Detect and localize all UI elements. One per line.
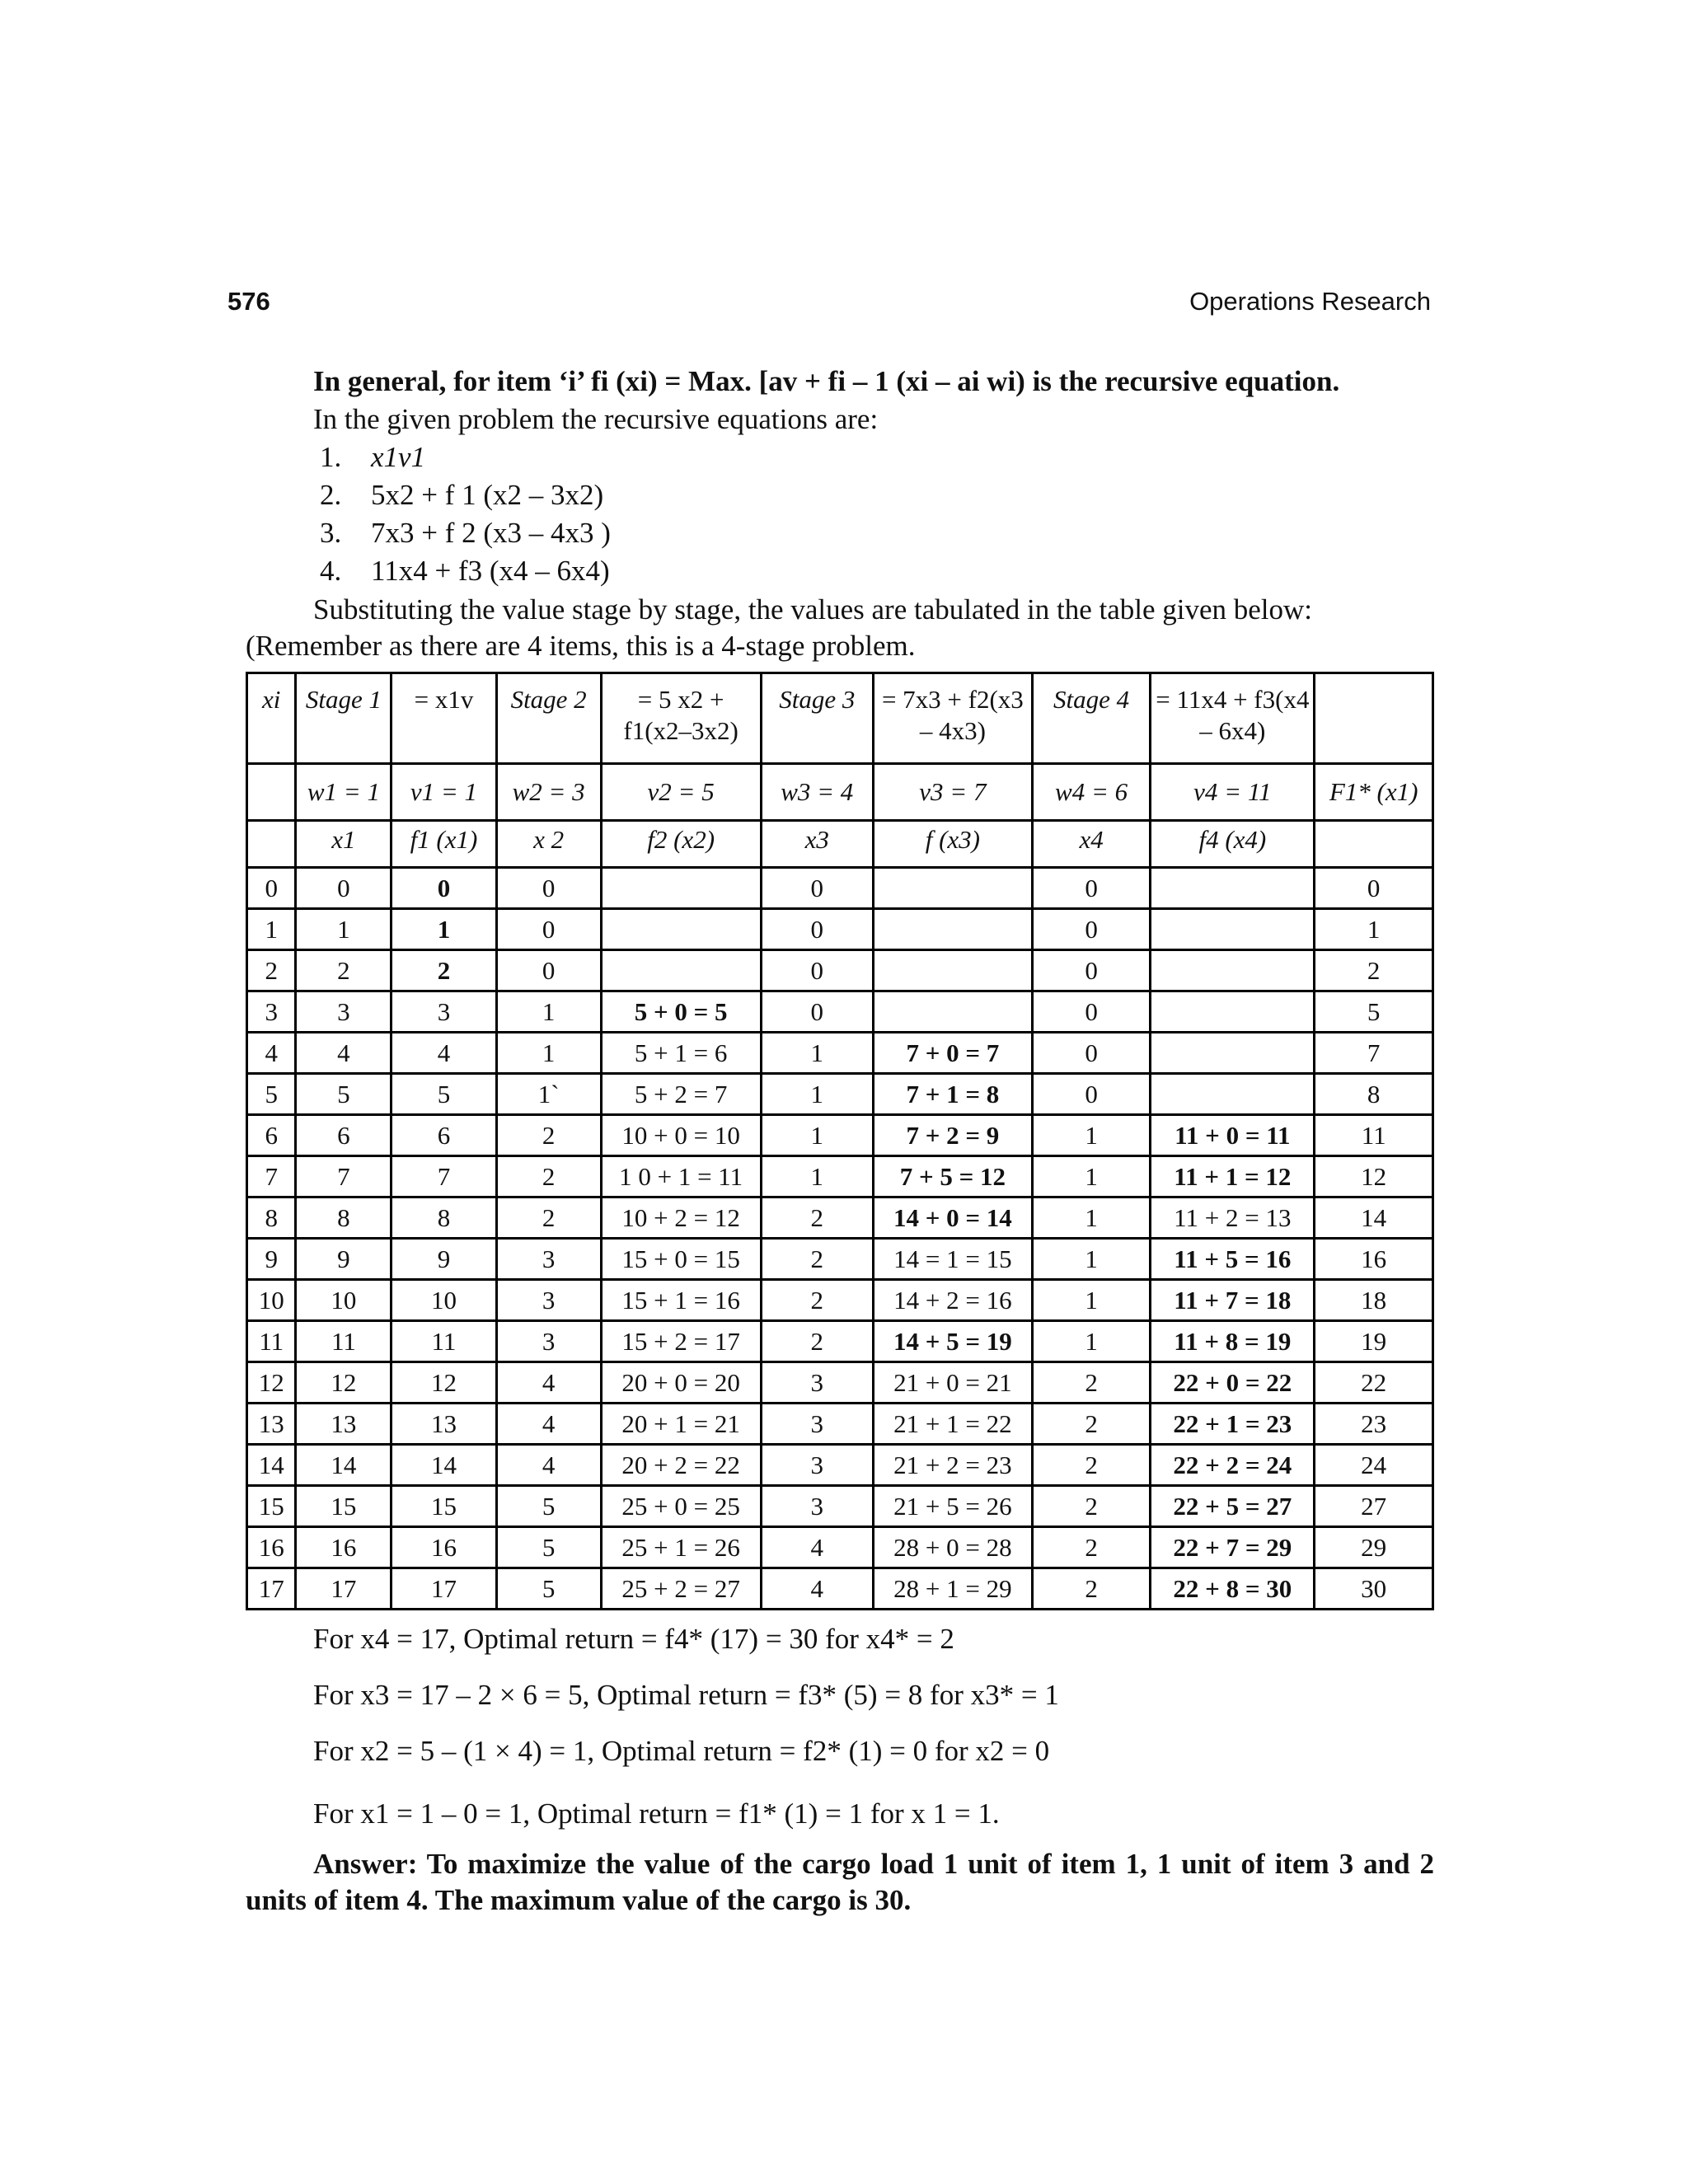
table-cell: 4 — [296, 1033, 392, 1074]
table-cell — [873, 950, 1032, 991]
table-cell: 17 — [247, 1568, 296, 1610]
table-cell — [1151, 950, 1315, 991]
header-cell: w1 = 1 — [296, 764, 392, 821]
table-cell: 2 — [496, 1115, 601, 1156]
table-cell: 0 — [496, 909, 601, 950]
table-row — [247, 1033, 1433, 1074]
table-cell: 5 — [296, 1074, 392, 1115]
table-row — [247, 1362, 1433, 1404]
table-cell: 1 — [296, 909, 392, 950]
table-cell: 0 — [392, 868, 496, 909]
page-number: 576 — [227, 287, 270, 316]
table-cell: 2 — [247, 950, 296, 991]
table-cell: 1 0 + 1 = 11 — [601, 1156, 761, 1197]
table-cell — [601, 909, 761, 950]
table-cell: 9 — [296, 1239, 392, 1280]
header-cell: v3 = 7 — [873, 764, 1032, 821]
table-cell: 15 + 2 = 17 — [601, 1321, 761, 1362]
table-cell: 24 — [1315, 1445, 1433, 1486]
header-cell: = 7x3 + f2(x3 – 4x3) — [873, 673, 1032, 764]
table-cell: 6 — [392, 1115, 496, 1156]
table-cell: 1 — [496, 1033, 601, 1074]
table-cell — [873, 868, 1032, 909]
table-row — [247, 1321, 1433, 1362]
dynamic-programming-table — [246, 672, 1434, 1610]
table-cell: 22 + 2 = 24 — [1151, 1445, 1315, 1486]
table-cell: 2 — [761, 1197, 873, 1239]
running-head: Operations Research — [1189, 287, 1431, 316]
table-cell: 14 + 5 = 19 — [873, 1321, 1032, 1362]
header-cell: w2 = 3 — [496, 764, 601, 821]
header-cell: x3 — [761, 821, 873, 868]
header-cell — [247, 764, 296, 821]
table-cell: 4 — [392, 1033, 496, 1074]
table-cell: 1 — [1032, 1239, 1151, 1280]
table-cell: 5 + 0 = 5 — [601, 991, 761, 1033]
header-cell: f (x3) — [873, 821, 1032, 868]
table-cell: 3 — [496, 1280, 601, 1321]
table-row — [247, 1197, 1433, 1239]
table-cell: 5 — [247, 1074, 296, 1115]
table-cell: 9 — [247, 1239, 296, 1280]
list-item: 3. 7x3 + f 2 (x3 – 4x3 ) — [320, 517, 611, 549]
table-cell: 25 + 1 = 26 — [601, 1527, 761, 1568]
table-cell: 14 + 0 = 14 — [873, 1197, 1032, 1239]
table-cell: 11 + 8 = 19 — [1151, 1321, 1315, 1362]
table-cell: 1 — [1032, 1280, 1151, 1321]
table-cell: 1 — [1032, 1197, 1151, 1239]
general-recursive-equation: In general, for item ‘i’ fi (xi) = Max. [av + fi – 1 (xi – ai wi) is the recursive equation. — [313, 365, 1340, 397]
table-cell: 11 + 0 = 11 — [1151, 1115, 1315, 1156]
given-problem-text: In the given problem the recursive equations are: — [313, 403, 879, 435]
header-cell: w4 = 6 — [1032, 764, 1151, 821]
table-cell: 1 — [1032, 1156, 1151, 1197]
table-cell: 4 — [761, 1527, 873, 1568]
table-cell: 13 — [392, 1404, 496, 1445]
table-cell: 22 + 5 = 27 — [1151, 1486, 1315, 1527]
table-cell: 2 — [296, 950, 392, 991]
header-cell — [1315, 821, 1433, 868]
table-cell: 0 — [496, 868, 601, 909]
table-cell: 0 — [761, 991, 873, 1033]
table-cell: 20 + 1 = 21 — [601, 1404, 761, 1445]
table-cell: 14 — [296, 1445, 392, 1486]
table-cell — [1151, 1074, 1315, 1115]
table-cell: 12 — [247, 1362, 296, 1404]
table-cell: 5 — [496, 1568, 601, 1610]
table-cell: 3 — [761, 1486, 873, 1527]
header-cell: f2 (x2) — [601, 821, 761, 868]
table-cell: 1` — [496, 1074, 601, 1115]
table-cell: 3 — [496, 1321, 601, 1362]
table-cell: 13 — [296, 1404, 392, 1445]
header-cell: Stage 2 — [496, 673, 601, 764]
table-row — [247, 950, 1433, 991]
table-cell: 3 — [296, 991, 392, 1033]
table-cell: 14 — [247, 1445, 296, 1486]
table-cell — [1151, 868, 1315, 909]
table-cell: 4 — [496, 1445, 601, 1486]
list-item: 4. 11x4 + f3 (x4 – 6x4) — [320, 555, 610, 587]
table-cell: 0 — [247, 868, 296, 909]
header-cell: = x1v — [392, 673, 496, 764]
table-cell: 21 + 2 = 23 — [873, 1445, 1032, 1486]
header-cell: x4 — [1032, 821, 1151, 868]
table-cell: 12 — [1315, 1156, 1433, 1197]
table-row — [247, 1568, 1433, 1610]
header-cell: = 11x4 + f3(x4 – 6x4) — [1151, 673, 1315, 764]
table-cell: 30 — [1315, 1568, 1433, 1610]
table-cell: 25 + 2 = 27 — [601, 1568, 761, 1610]
table-cell: 19 — [1315, 1321, 1433, 1362]
table-cell — [873, 909, 1032, 950]
table-row — [247, 1445, 1433, 1486]
table-cell: 8 — [1315, 1074, 1433, 1115]
table-cell: 11 — [1315, 1115, 1433, 1156]
table-cell: 21 + 5 = 26 — [873, 1486, 1032, 1527]
table-cell: 3 — [496, 1239, 601, 1280]
table-cell: 7 + 2 = 9 — [873, 1115, 1032, 1156]
table-cell: 22 + 0 = 22 — [1151, 1362, 1315, 1404]
table-cell: 11 + 2 = 13 — [1151, 1197, 1315, 1239]
table-cell: 22 + 8 = 30 — [1151, 1568, 1315, 1610]
result-line: For x2 = 5 – (1 × 4) = 1, Optimal return = f2* (1) = 0 for x2 = 0 — [313, 1735, 1050, 1767]
table-cell: 16 — [247, 1527, 296, 1568]
table-cell: 5 — [1315, 991, 1433, 1033]
table-cell: 12 — [296, 1362, 392, 1404]
substituting-paragraph: Substituting the value stage by stage, the values are tabulated in the table given below: (Remember as there are 4 items, this is a 4-stage problem. — [246, 593, 1313, 662]
table-cell: 3 — [761, 1362, 873, 1404]
table-cell: 0 — [761, 868, 873, 909]
table-row — [247, 1115, 1433, 1156]
page-header — [227, 287, 1431, 323]
table-cell: 11 — [296, 1321, 392, 1362]
table-cell: 23 — [1315, 1404, 1433, 1445]
table-cell: 7 — [1315, 1033, 1433, 1074]
table-cell: 15 + 1 = 16 — [601, 1280, 761, 1321]
header-cell: w3 = 4 — [761, 764, 873, 821]
table-cell — [1151, 1033, 1315, 1074]
header-cell — [1315, 673, 1433, 764]
result-line: For x3 = 17 – 2 × 6 = 5, Optimal return = f3* (5) = 8 for x3* = 1 — [313, 1679, 1059, 1711]
table-row — [247, 1074, 1433, 1115]
table-cell: 11 + 5 = 16 — [1151, 1239, 1315, 1280]
table-cell: 14 — [1315, 1197, 1433, 1239]
table-row — [247, 909, 1433, 950]
table-cell: 2 — [1315, 950, 1433, 991]
table-cell: 22 — [1315, 1362, 1433, 1404]
header-cell: Stage 1 — [296, 673, 392, 764]
table-cell: 11 + 7 = 18 — [1151, 1280, 1315, 1321]
table-cell: 11 — [247, 1321, 296, 1362]
table-cell: 28 + 1 = 29 — [873, 1568, 1032, 1610]
list-item: 1. x1v1 — [320, 441, 426, 473]
table-cell: 6 — [296, 1115, 392, 1156]
table-cell: 16 — [296, 1527, 392, 1568]
table-cell: 29 — [1315, 1527, 1433, 1568]
table-cell — [1151, 909, 1315, 950]
table-cell: 25 + 0 = 25 — [601, 1486, 761, 1527]
table-cell: 2 — [1032, 1568, 1151, 1610]
table-cell: 2 — [1032, 1486, 1151, 1527]
table-cell: 15 — [392, 1486, 496, 1527]
table-cell: 2 — [496, 1197, 601, 1239]
table-cell: 8 — [392, 1197, 496, 1239]
table-cell: 21 + 1 = 22 — [873, 1404, 1032, 1445]
table-cell: 14 + 2 = 16 — [873, 1280, 1032, 1321]
table-cell — [1151, 991, 1315, 1033]
table-cell: 10 — [392, 1280, 496, 1321]
table-cell: 14 = 1 = 15 — [873, 1239, 1032, 1280]
table-cell: 22 + 7 = 29 — [1151, 1527, 1315, 1568]
result-line: For x1 = 1 – 0 = 1, Optimal return = f1* (1) = 1 for x 1 = 1. — [313, 1797, 1000, 1830]
table-cell: 1 — [761, 1033, 873, 1074]
table-cell: 2 — [1032, 1362, 1151, 1404]
header-cell: x1 — [296, 821, 392, 868]
table-cell: 8 — [247, 1197, 296, 1239]
table-cell: 10 + 0 = 10 — [601, 1115, 761, 1156]
table-cell: 3 — [761, 1404, 873, 1445]
table-cell: 27 — [1315, 1486, 1433, 1527]
table-cell: 2 — [761, 1280, 873, 1321]
table-cell: 1 — [761, 1074, 873, 1115]
table-cell: 0 — [1032, 1074, 1151, 1115]
table-cell: 1 — [761, 1156, 873, 1197]
table-cell: 0 — [1032, 868, 1151, 909]
table-cell: 4 — [496, 1404, 601, 1445]
table-cell: 13 — [247, 1404, 296, 1445]
table-cell: 11 — [392, 1321, 496, 1362]
table-cell: 0 — [296, 868, 392, 909]
table-cell: 1 — [1315, 909, 1433, 950]
header-cell: f1 (x1) — [392, 821, 496, 868]
table-cell: 20 + 0 = 20 — [601, 1362, 761, 1404]
header-cell — [247, 821, 296, 868]
header-cell: v1 = 1 — [392, 764, 496, 821]
table-cell: 0 — [496, 950, 601, 991]
table-cell: 1 — [496, 991, 601, 1033]
table-cell: 0 — [1032, 991, 1151, 1033]
table-cell: 7 — [247, 1156, 296, 1197]
optimal-results — [313, 1611, 1434, 1842]
header-cell: v2 = 5 — [601, 764, 761, 821]
table-cell — [601, 950, 761, 991]
table-header-row — [247, 673, 1433, 764]
table-row — [247, 868, 1433, 909]
table-cell: 5 — [392, 1074, 496, 1115]
table-cell: 2 — [761, 1239, 873, 1280]
table-cell: 15 — [296, 1486, 392, 1527]
table-row — [247, 991, 1433, 1033]
table-row — [247, 1527, 1433, 1568]
table-cell: 2 — [1032, 1527, 1151, 1568]
table-cell: 2 — [1032, 1445, 1151, 1486]
table-cell — [601, 868, 761, 909]
table-cell: 1 — [392, 909, 496, 950]
result-line: For x4 = 17, Optimal return = f4* (17) = 30 for x4* = 2 — [313, 1623, 954, 1655]
table-cell: 10 + 2 = 12 — [601, 1197, 761, 1239]
list-item: 2. 5x2 + f 1 (x2 – 3x2) — [320, 479, 604, 511]
table-body — [247, 673, 1433, 1610]
table-row — [247, 1239, 1433, 1280]
header-cell: Stage 4 — [1032, 673, 1151, 764]
table-cell: 5 — [496, 1527, 601, 1568]
table-cell: 7 + 5 = 12 — [873, 1156, 1032, 1197]
header-cell: x 2 — [496, 821, 601, 868]
table-cell: 4 — [247, 1033, 296, 1074]
table-header-row — [247, 821, 1433, 868]
answer-paragraph: Answer: To maximize the value of the cargo load 1 unit of item 1, 1 unit of item 3 and 2 units of item 4. The maximum value of the cargo is 30. — [246, 1848, 1434, 1916]
table-cell: 0 — [1032, 950, 1151, 991]
table-cell: 2 — [761, 1321, 873, 1362]
header-cell: xi — [247, 673, 296, 764]
table-cell: 7 + 1 = 8 — [873, 1074, 1032, 1115]
header-cell: = 5 x2 + f1(x2–3x2) — [601, 673, 761, 764]
table-cell: 4 — [496, 1362, 601, 1404]
table-cell: 3 — [761, 1445, 873, 1486]
table-cell: 0 — [1032, 1033, 1151, 1074]
table-cell: 0 — [1032, 909, 1151, 950]
table-cell: 10 — [296, 1280, 392, 1321]
table-cell: 5 + 2 = 7 — [601, 1074, 761, 1115]
table-cell: 16 — [392, 1527, 496, 1568]
table-cell: 3 — [247, 991, 296, 1033]
table-cell: 3 — [392, 991, 496, 1033]
table-cell: 7 + 0 = 7 — [873, 1033, 1032, 1074]
intro-section — [313, 363, 1434, 590]
table-cell: 8 — [296, 1197, 392, 1239]
recursive-equation-list — [313, 438, 1434, 590]
header-cell: f4 (x4) — [1151, 821, 1315, 868]
table-cell: 5 — [496, 1486, 601, 1527]
table-cell: 17 — [296, 1568, 392, 1610]
table-row — [247, 1486, 1433, 1527]
table-cell: 0 — [761, 950, 873, 991]
table-cell: 11 + 1 = 12 — [1151, 1156, 1315, 1197]
table-cell: 1 — [1032, 1115, 1151, 1156]
header-cell: v4 = 11 — [1151, 764, 1315, 821]
table-cell: 9 — [392, 1239, 496, 1280]
table-cell: 2 — [496, 1156, 601, 1197]
table-header-row — [247, 764, 1433, 821]
table-cell: 0 — [1315, 868, 1433, 909]
table-row — [247, 1156, 1433, 1197]
table-cell: 15 + 0 = 15 — [601, 1239, 761, 1280]
table-cell: 1 — [761, 1115, 873, 1156]
table-cell: 22 + 1 = 23 — [1151, 1404, 1315, 1445]
table-cell: 12 — [392, 1362, 496, 1404]
header-cell: Stage 3 — [761, 673, 873, 764]
table-cell: 15 — [247, 1486, 296, 1527]
table-cell: 16 — [1315, 1239, 1433, 1280]
table-cell: 2 — [1032, 1404, 1151, 1445]
table-cell: 28 + 0 = 28 — [873, 1527, 1032, 1568]
table-row — [247, 1404, 1433, 1445]
table-cell — [873, 991, 1032, 1033]
table-cell: 5 + 1 = 6 — [601, 1033, 761, 1074]
table-row — [247, 1280, 1433, 1321]
table-cell: 1 — [1032, 1321, 1151, 1362]
header-cell: F1* (x1) — [1315, 764, 1433, 821]
table-cell: 2 — [392, 950, 496, 991]
table-cell: 17 — [392, 1568, 496, 1610]
table-cell: 4 — [761, 1568, 873, 1610]
table-cell: 18 — [1315, 1280, 1433, 1321]
table-cell: 6 — [247, 1115, 296, 1156]
table-cell: 7 — [296, 1156, 392, 1197]
table-cell: 14 — [392, 1445, 496, 1486]
table-cell: 21 + 0 = 21 — [873, 1362, 1032, 1404]
table-cell: 7 — [392, 1156, 496, 1197]
table-cell: 0 — [761, 909, 873, 950]
table-cell: 1 — [247, 909, 296, 950]
table-cell: 20 + 2 = 22 — [601, 1445, 761, 1486]
table-cell: 10 — [247, 1280, 296, 1321]
